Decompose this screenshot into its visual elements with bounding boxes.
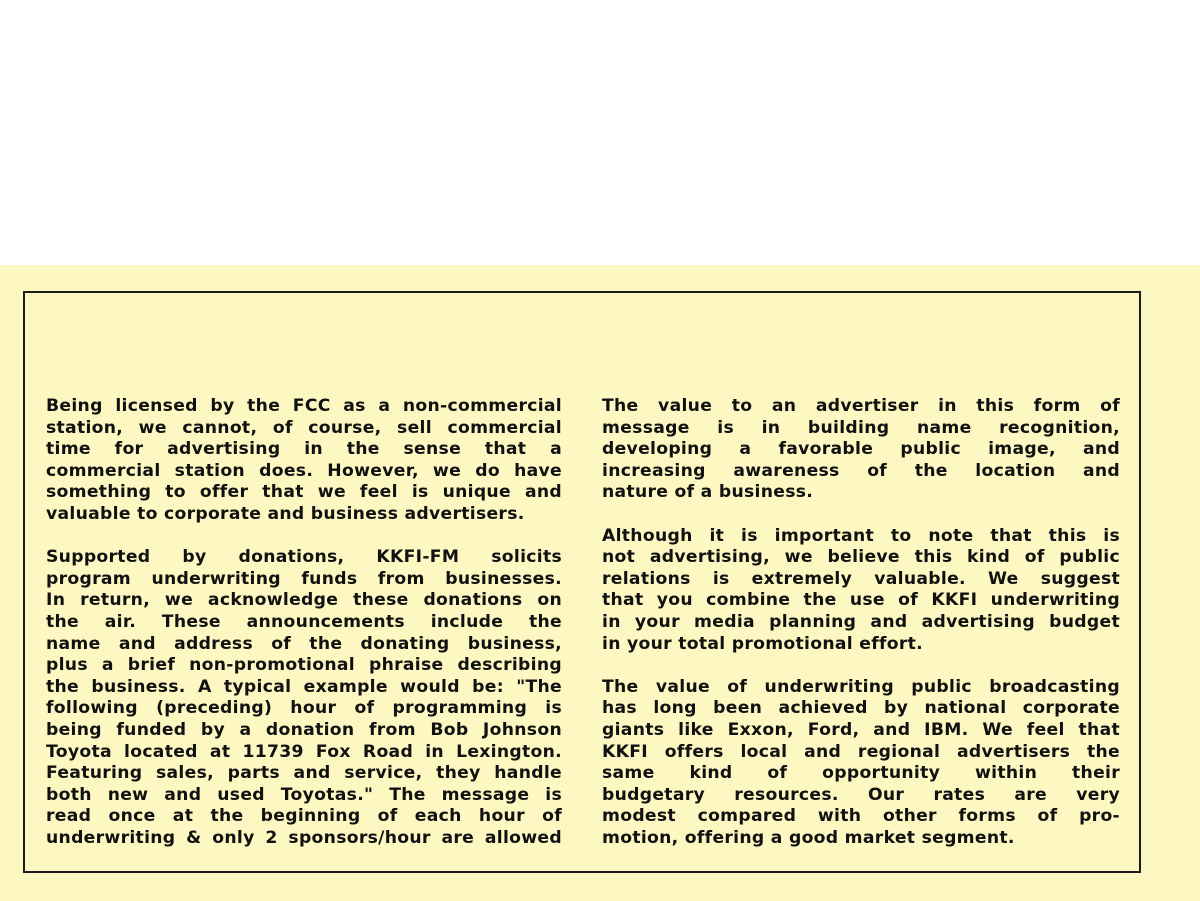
text-line: following (preceding) hour of programming is [46, 698, 562, 719]
text-line: has long been achieved by national corporate [602, 698, 1120, 719]
text-line: both new and used Toyotas." The message is [46, 784, 562, 805]
text-line: station, we cannot, of course, sell commercial [46, 417, 562, 438]
text-line: relations is extremely valuable. We suggest [602, 568, 1120, 589]
text-line: time for advertising in the sense that a [46, 439, 562, 460]
text-line: the business. A typical example would be: "The [46, 676, 562, 697]
text-line: Toyota located at 11739 Fox Road in Lexington. [46, 741, 562, 762]
text-line: giants like Exxon, Ford, and IBM. We feel that [602, 719, 1120, 740]
text-line: read once at the beginning of each hour of [46, 806, 562, 827]
text-line: KKFI offers local and regional advertisers the [602, 741, 1120, 762]
text-line: in your media planning and advertising budget [602, 611, 1120, 632]
text-line: the air. These announcements include the [46, 611, 562, 632]
text-line: name and address of the donating business, [46, 633, 562, 654]
text-line: budgetary resources. Our rates are very [602, 784, 1120, 805]
text-line: nature of a business. [602, 482, 814, 503]
text-line: modest compared with other forms of pro- [602, 806, 1120, 827]
text-line: program underwriting funds from businesses. [46, 568, 562, 589]
text-line: being funded by a donation from Bob Johnson [46, 719, 562, 740]
text-line: The value to an advertiser in this form of [602, 396, 1120, 416]
text-line: valuable to corporate and business advertisers. [46, 503, 525, 524]
text-line: underwriting & only 2 sponsors/hour are allowed [46, 827, 562, 848]
paragraph-donations [46, 547, 562, 849]
text-line: commercial station does. However, we do have [46, 460, 562, 481]
text-line: developing a favorable public image, and [602, 439, 1120, 460]
text-line: plus a brief non-promotional phraise describing [46, 655, 562, 676]
right-column [602, 396, 1120, 871]
text-line: increasing awareness of the location and [602, 460, 1120, 481]
left-column [46, 396, 562, 871]
text-line: In return, we acknowledge these donations on [46, 590, 562, 611]
text-line: The value of underwriting public broadcasting [602, 676, 1120, 697]
paragraph-value-to-advertiser [602, 396, 1120, 504]
text-line: motion, offering a good market segment. [602, 827, 1015, 848]
text-line: something to offer that we feel is unique and [46, 482, 562, 503]
text-line: Featuring sales, parts and service, they handle [46, 763, 562, 784]
text-line: that you combine the use of KKFI underwriting [602, 590, 1120, 611]
paragraph-fcc-license [46, 396, 562, 526]
text-line: Supported by donations, KKFI-FM solicits [46, 547, 562, 568]
text-line: same kind of opportunity within their [602, 763, 1120, 784]
text-line: Being licensed by the FCC as a non-commercial [46, 396, 562, 416]
text-line: in your total promotional effort. [602, 633, 924, 654]
text-line: Although it is important to note that this is [602, 525, 1120, 546]
paragraph-underwriting-value [602, 677, 1120, 850]
text-line: not advertising, we believe this kind of public [602, 547, 1120, 568]
text-line: message is in building name recognition, [602, 417, 1120, 438]
paragraph-public-relations [602, 526, 1120, 656]
